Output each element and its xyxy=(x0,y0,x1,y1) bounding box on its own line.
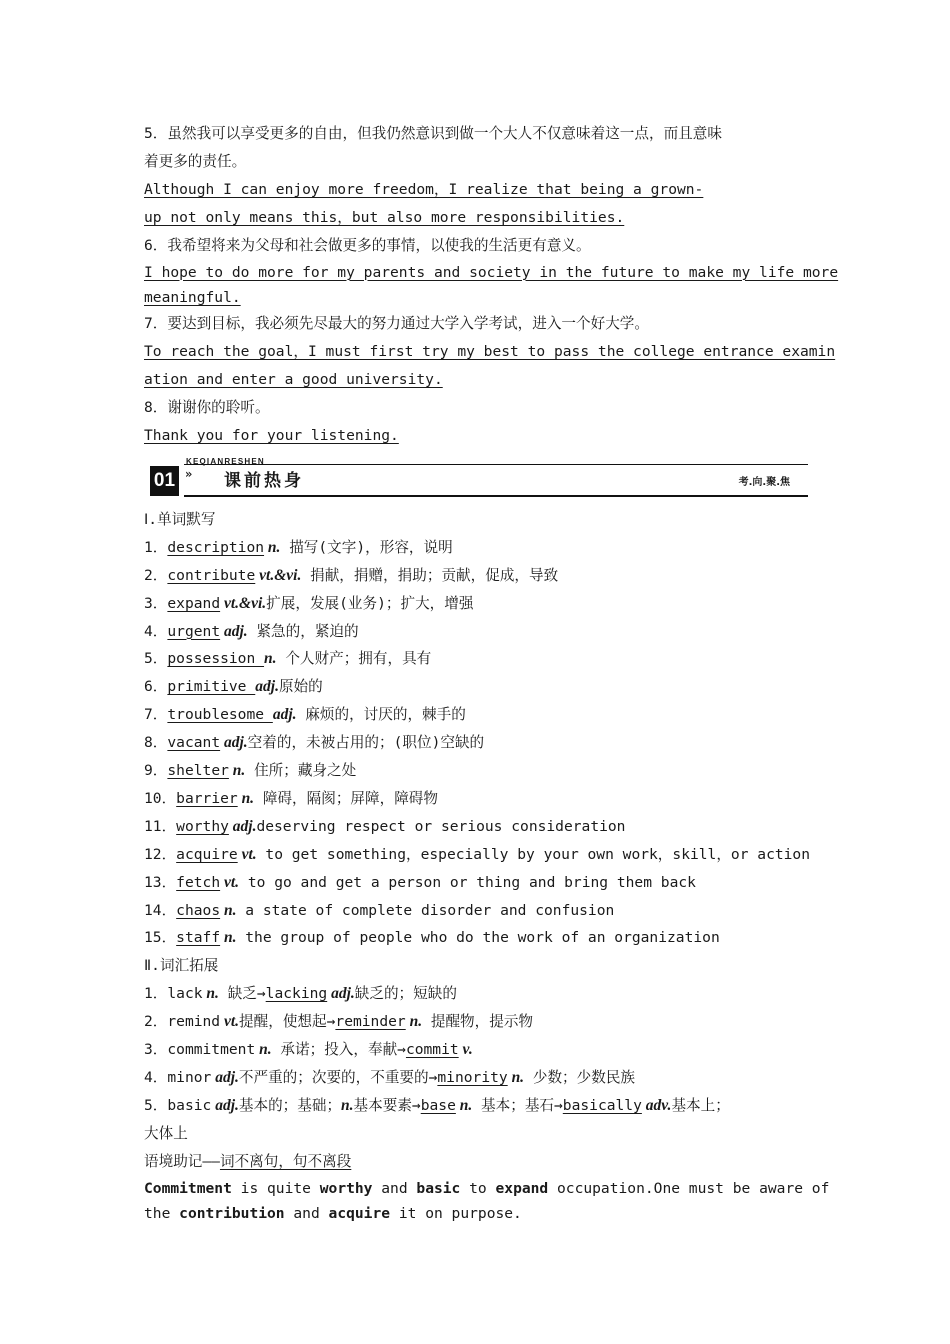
vocab-definition: 住所；藏身之处 xyxy=(245,762,357,780)
answer-text: meaningful. xyxy=(144,288,241,306)
vocab-word: vacant xyxy=(167,734,221,752)
vocab-number: 4． xyxy=(144,622,168,640)
answer-text: ation and enter a good university. xyxy=(144,371,443,389)
part-of-speech: adj. xyxy=(220,734,248,752)
banner-top-rule xyxy=(184,464,808,465)
vocab-definition: 空着的，未被占用的；(职位)空缺的 xyxy=(247,734,485,752)
answer-word: commit xyxy=(405,1041,459,1059)
vocab-item xyxy=(144,673,808,701)
vocab-definition: 描写(文字)，形容，说明 xyxy=(280,538,453,556)
vocab-definition: 紧急的，紧迫的 xyxy=(247,622,359,640)
vocab-item xyxy=(144,897,808,925)
part-of-speech: vt. xyxy=(237,845,257,863)
vocab-number: 2． xyxy=(144,566,168,584)
vocab-item xyxy=(144,869,808,897)
keyword: worthy xyxy=(319,1179,373,1197)
context-text: and xyxy=(372,1179,417,1197)
keyword: acquire xyxy=(328,1205,391,1223)
vocab-definition: deserving respect or serious consideration xyxy=(256,817,626,835)
part-of-speech: adj. xyxy=(255,678,279,696)
part-of-speech: n. xyxy=(264,650,277,668)
vocab-definition: 捐献，捐赠，捐助；贡献，促成，导致 xyxy=(301,566,559,584)
banner-bottom-rule xyxy=(184,495,808,497)
context-text: it on purpose. xyxy=(390,1205,522,1223)
part-of-speech: adj. xyxy=(272,706,297,724)
vocab-number: 13． xyxy=(144,873,177,891)
vocab-number: 3． xyxy=(144,594,168,612)
document-page xyxy=(144,120,839,1226)
context-sentence-line2 xyxy=(144,1201,808,1226)
banner-title: 课前热身 xyxy=(224,470,304,491)
answer-word: minority xyxy=(437,1069,508,1086)
vocab-definition: a state of complete disorder and confusion xyxy=(236,901,615,919)
part-of-speech: vt.&vi. xyxy=(220,594,267,612)
vocab-word: acquire xyxy=(176,845,238,863)
answer-word: reminder xyxy=(335,1013,406,1031)
vocab-word: fetch xyxy=(176,873,221,891)
vocab-word: contribute xyxy=(167,566,256,584)
context-text: to xyxy=(460,1179,496,1197)
vocab-item xyxy=(144,618,808,646)
item7-en-line1 xyxy=(144,338,836,366)
answer-text: I hope to do more for my parents and society in the future to make my life more xyxy=(144,263,839,281)
vocab-word: troublesome xyxy=(167,706,273,724)
answer-word: base xyxy=(420,1096,456,1114)
item5-cn-line2: 着更多的责任。 xyxy=(144,152,247,170)
context-label: 语境助记——词不离句，句不离段 xyxy=(144,1152,352,1170)
item6-en-line1 xyxy=(144,260,839,285)
keyword: expand xyxy=(495,1179,549,1197)
vocab-item xyxy=(144,813,808,841)
answer-text: up not only means this，but also more responsibilities. xyxy=(144,208,625,226)
vocab-number: 12． xyxy=(144,845,177,863)
chevron-right-icon: » xyxy=(185,466,193,481)
vocab-number: 5． xyxy=(144,650,168,668)
context-text: the xyxy=(144,1205,180,1223)
vocab-list xyxy=(144,534,811,953)
part-of-speech: n. xyxy=(220,929,237,947)
vocab-item xyxy=(144,924,808,952)
vocab-item xyxy=(144,841,811,869)
vocab-number: 9． xyxy=(144,762,168,780)
vocab-word: worthy xyxy=(176,817,229,835)
answer-text: To reach the goal，I must first try my best to pass the college entrance examin xyxy=(144,343,836,361)
vocab-number: 15． xyxy=(144,929,177,947)
derivation-line-3: 3．commitment n. 承诺；投入，奉献→commit v. xyxy=(144,1041,473,1059)
vocab-definition: to get something，especially by your own work，skill，or action xyxy=(256,845,811,863)
vocab-item xyxy=(144,590,808,618)
context-sentence-line1 xyxy=(144,1176,830,1201)
vocab-item xyxy=(144,729,808,757)
keyword: Commitment xyxy=(144,1179,232,1197)
vocab-number: 10． xyxy=(144,789,177,807)
context-text: occupation.One must be aware of xyxy=(548,1179,830,1197)
part-of-speech: vt. xyxy=(220,873,240,891)
vocab-number: 7． xyxy=(144,706,168,724)
context-text: is quite xyxy=(231,1179,320,1197)
item7-cn: 7．要达到目标，我必须先尽最大的努力通过大学入学考试，进入一个好大学。 xyxy=(144,315,649,333)
answer-text: Although I can enjoy more freedom，I realize that being a grown- xyxy=(144,180,704,198)
answer-word: lacking xyxy=(265,985,328,1003)
section-banner xyxy=(144,454,808,500)
item6-cn: 6．我希望将来为父母和社会做更多的事情，以使我的生活更有意义。 xyxy=(144,236,591,254)
vocab-word: chaos xyxy=(176,901,221,919)
banner-pinyin: KEQIANRESHEN xyxy=(186,456,265,466)
part-of-speech: n. xyxy=(228,762,246,780)
answer-text: Thank you for your listening. xyxy=(144,426,399,444)
item5-cn-line1: 5．虽然我可以享受更多的自由，但我仍然意识到做一个大人不仅意味着这一点，而且意味 xyxy=(144,125,722,142)
vocab-item xyxy=(144,645,808,673)
vocab-word: barrier xyxy=(176,789,238,807)
vocab-word: primitive xyxy=(167,678,256,696)
item5-en-line1 xyxy=(144,176,808,204)
vocab-definition: 扩展，发展(业务)；扩大，增强 xyxy=(266,594,474,612)
answer-word: basically xyxy=(562,1096,642,1114)
vocab-item xyxy=(144,785,808,813)
vocab-word: urgent xyxy=(167,622,221,640)
vocab-item xyxy=(144,701,808,729)
vocab-definition: the group of people who do the work of an organization xyxy=(236,929,720,947)
derivation-line-5: 5．basic adj.基本的；基础；n.基本要素→base n. 基本；基石→basically adv.基本上； xyxy=(144,1096,730,1114)
keyword: basic xyxy=(416,1179,461,1197)
derivation-line-5-cont: 大体上 xyxy=(144,1124,188,1142)
vocab-definition: 个人财产；拥有，具有 xyxy=(276,650,432,668)
vocab-definition: to go and get a person or thing and bring them back xyxy=(239,873,696,891)
banner-number-badge: 01 xyxy=(150,466,179,496)
vocab-number: 8． xyxy=(144,734,168,752)
vocab-item xyxy=(144,757,808,785)
vocab-definition: 麻烦的，讨厌的，棘手的 xyxy=(296,706,466,724)
derivation-line-1: 1．lack n. 缺乏→lacking adj.缺乏的；短缺的 xyxy=(144,985,457,1003)
part-of-speech: n. xyxy=(264,538,281,556)
vocab-word: expand xyxy=(167,594,221,612)
derivation-line-4: 4．minor adj.不严重的；次要的，不重要的→minority n. 少数；少数民族 xyxy=(144,1069,636,1086)
part-of-speech: adj. xyxy=(220,622,248,640)
vocab-number: 14． xyxy=(144,901,177,919)
vocab-definition: 原始的 xyxy=(278,678,323,696)
derivation-line-2: 2．remind vt.提醒，使想起→reminder n. 提醒物，提示物 xyxy=(144,1013,534,1031)
item6-en-line2 xyxy=(144,285,808,310)
vocab-word: shelter xyxy=(167,762,229,780)
vocab-word: staff xyxy=(176,929,221,947)
item5-en-line2 xyxy=(144,204,808,232)
part-of-speech: vt.&vi. xyxy=(255,566,302,584)
item8-cn: 8．谢谢你的聆听。 xyxy=(144,399,270,417)
vocab-item xyxy=(144,562,808,590)
context-text: and xyxy=(284,1205,329,1223)
part-of-speech: adj. xyxy=(228,817,257,835)
vocab-word: description xyxy=(167,538,265,556)
section2-heading: Ⅱ.词汇拓展 xyxy=(144,957,219,975)
part-of-speech: n. xyxy=(237,789,255,807)
vocab-number: 6． xyxy=(144,678,168,696)
vocab-number: 11． xyxy=(144,817,177,835)
item7-en-line2 xyxy=(144,366,808,394)
keyword: contribution xyxy=(179,1205,285,1223)
vocab-number: 1． xyxy=(144,538,168,556)
vocab-word: possession xyxy=(167,650,265,668)
banner-right-label: 考.向.聚.焦 xyxy=(738,476,790,488)
section1-heading: Ⅰ.单词默写 xyxy=(144,510,216,528)
item8-en xyxy=(144,422,808,450)
vocab-definition: 障碍，隔阂；屏障，障碍物 xyxy=(254,789,438,807)
part-of-speech: n. xyxy=(220,901,237,919)
vocab-item xyxy=(144,534,808,562)
